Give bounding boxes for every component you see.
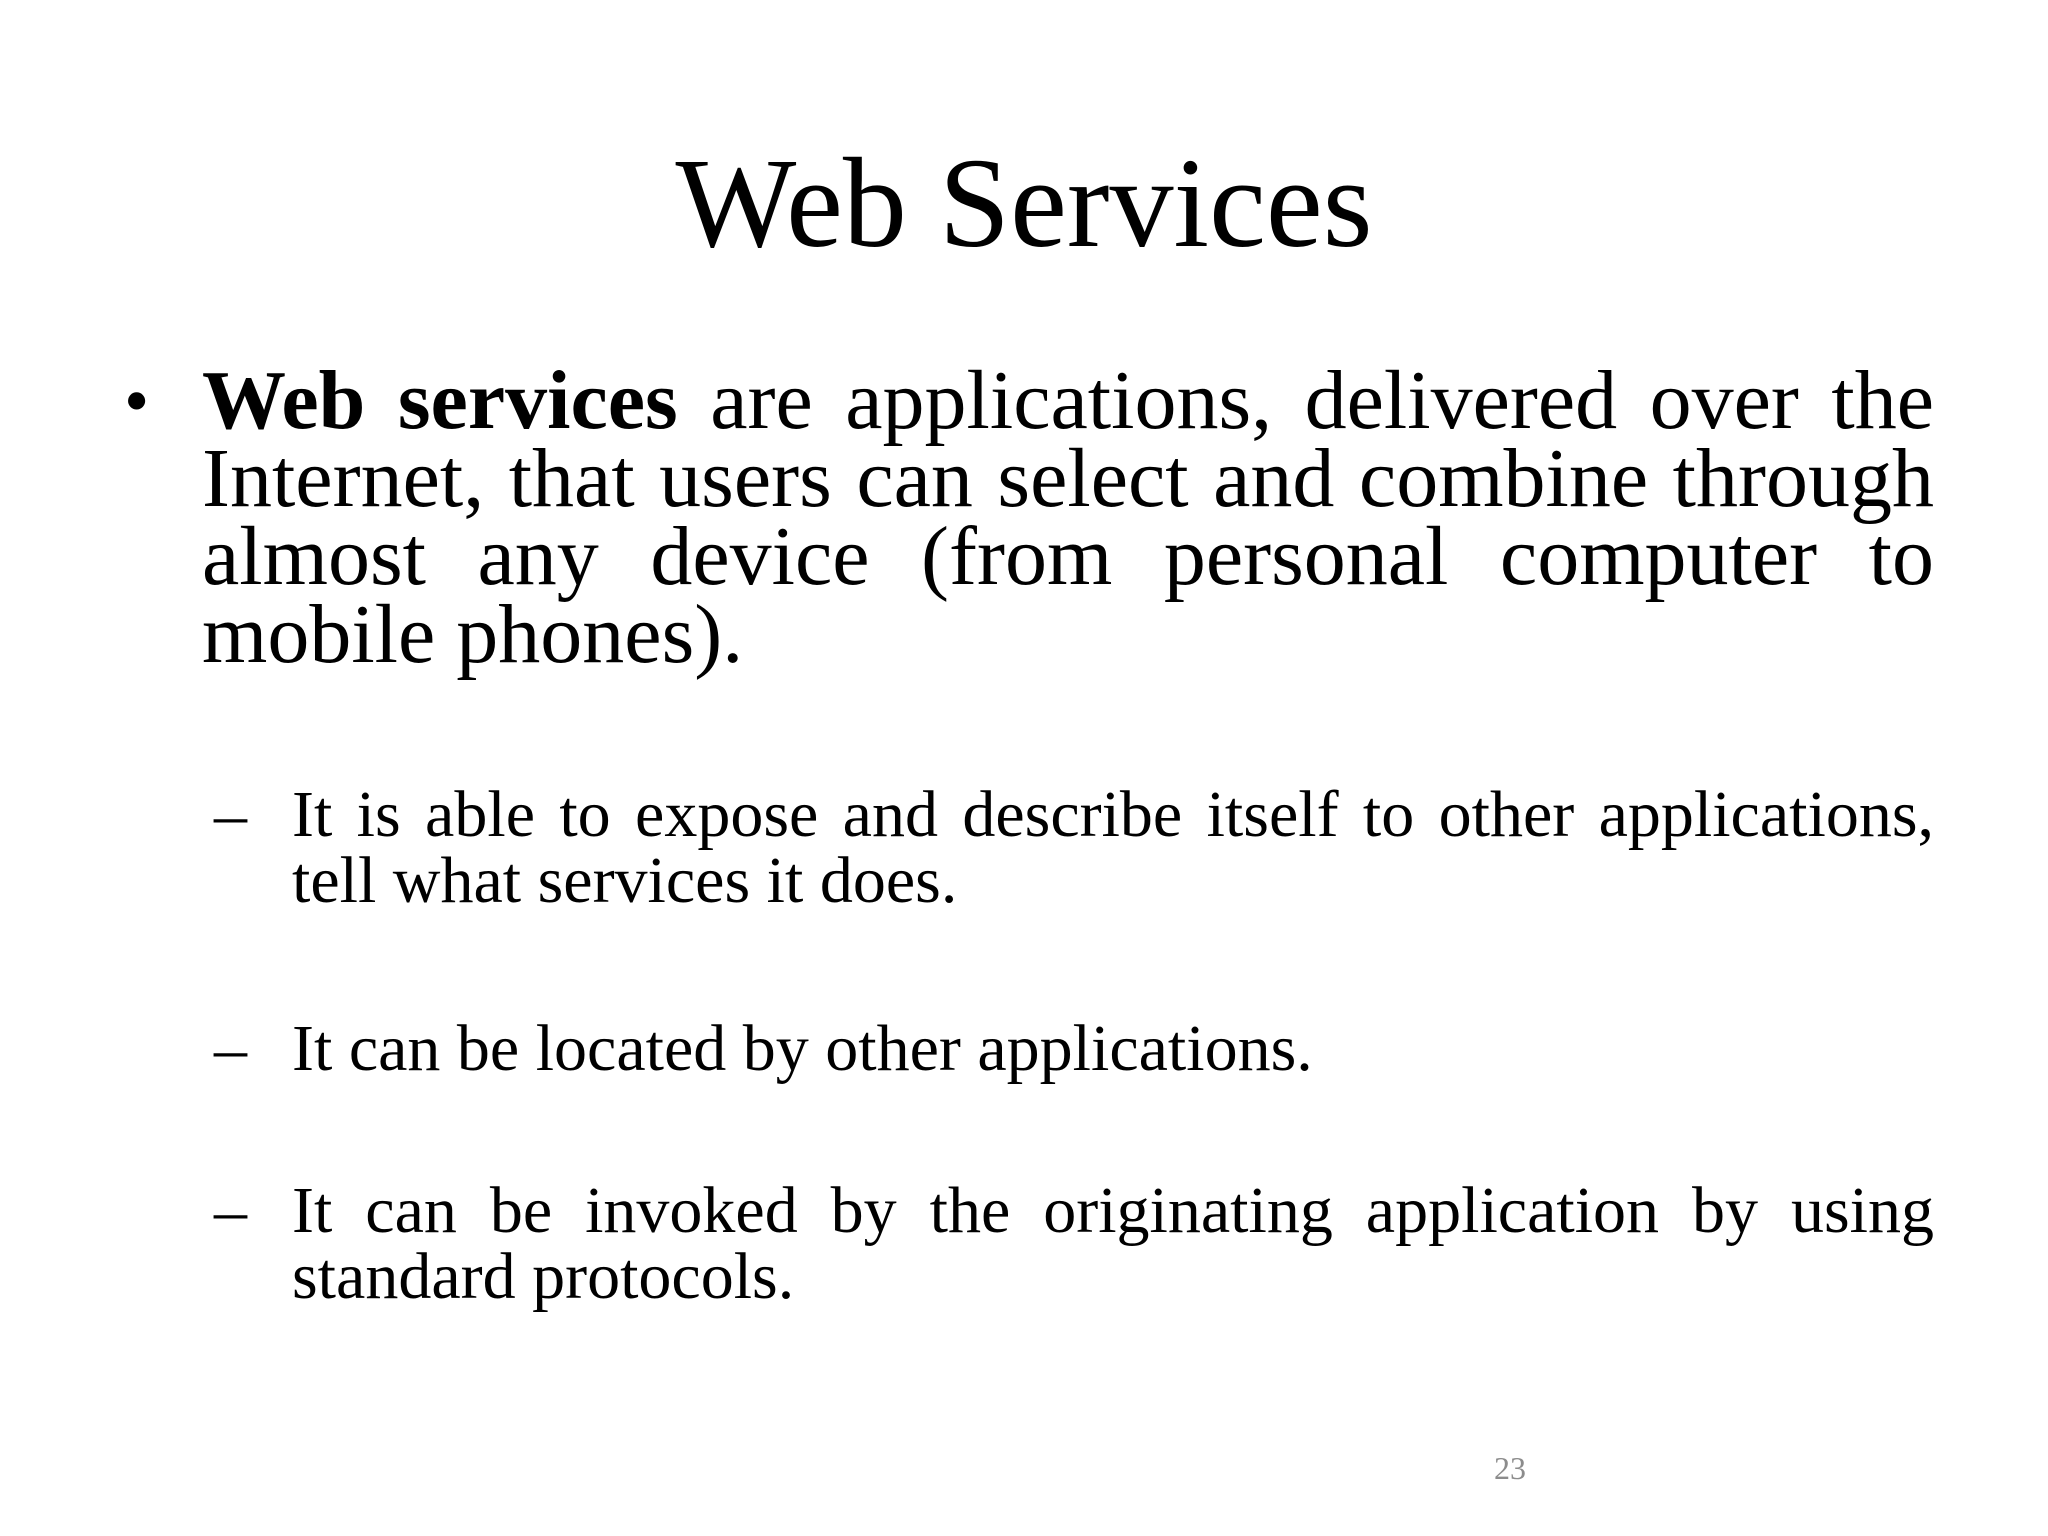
bullet-term: Web services xyxy=(202,354,678,447)
sub-bullet-text: It can be located by other applications. xyxy=(292,1012,1313,1085)
bullet-description: are applications, delivered over the Internet, that users can select and combine through almost any device (from personal computer to mobile phones). xyxy=(202,354,1934,681)
bullet-marker: • xyxy=(124,361,150,441)
bullet-text xyxy=(202,354,1934,681)
sub-bullet-marker: – xyxy=(214,778,247,851)
page-number: 23 xyxy=(1494,1450,1526,1486)
sub-bullet-text: It is able to expose and describe itself to other applications, tell what services it does. xyxy=(292,778,1934,917)
sub-bullet-marker: – xyxy=(214,1174,247,1247)
sub-bullet-marker: – xyxy=(214,1012,247,1085)
sub-bullet-text: It can be invoked by the originating application by using standard protocols. xyxy=(292,1174,1934,1313)
slide-title: Web Services xyxy=(675,132,1373,274)
